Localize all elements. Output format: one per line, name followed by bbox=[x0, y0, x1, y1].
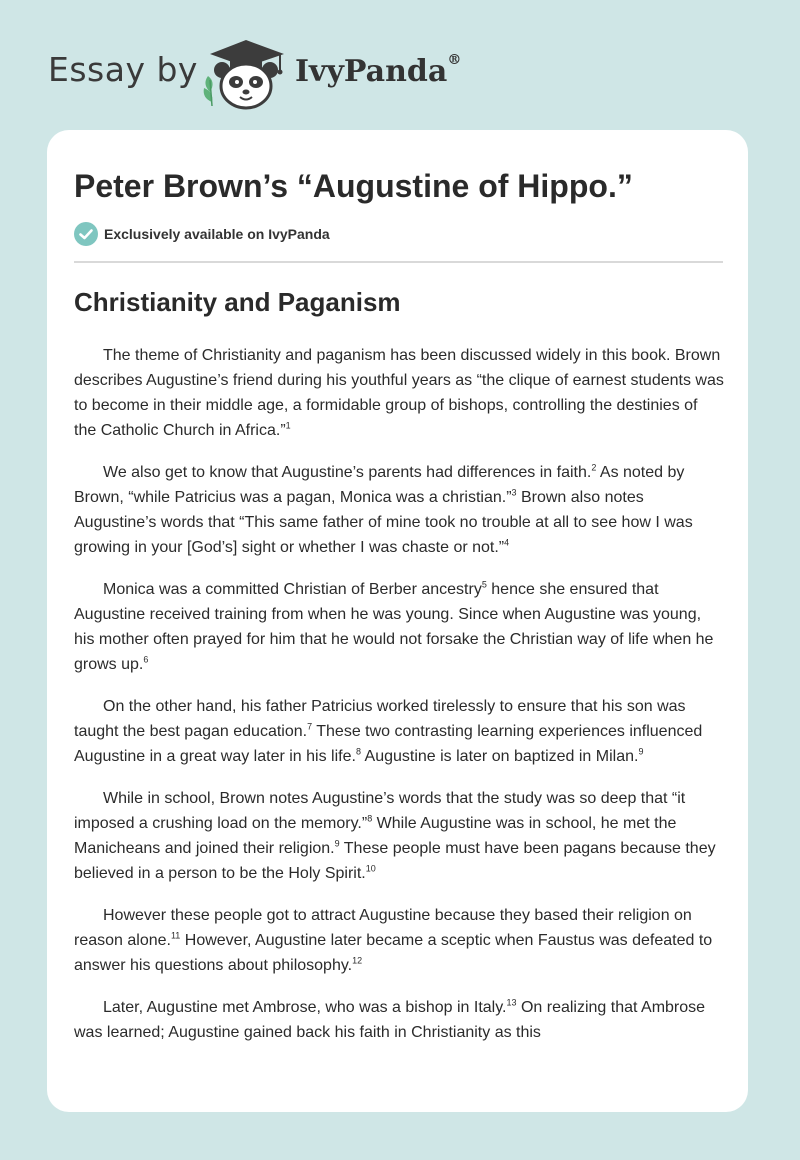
footnote-ref[interactable]: 5 bbox=[481, 579, 487, 590]
paragraph-text: On realizing that Ambrose was learned; Augustine gained back his faith in Christianity as this bbox=[74, 999, 706, 1041]
paragraph-text: Augustine is later on baptized in Milan. bbox=[360, 748, 639, 765]
paragraph bbox=[74, 903, 724, 978]
footnote-ref[interactable]: 11 bbox=[170, 930, 181, 941]
paragraph-text: While Augustine was in school, he met the Manicheans and joined their religion. bbox=[74, 815, 677, 857]
footnote-ref[interactable]: 6 bbox=[143, 654, 149, 665]
footnote-ref[interactable]: 9 bbox=[334, 838, 340, 849]
footnote-ref[interactable]: 2 bbox=[591, 462, 597, 473]
footnote-ref[interactable]: 9 bbox=[638, 746, 644, 757]
section-heading: Christianity and Paganism bbox=[74, 287, 401, 317]
paragraph-text: Brown also notes Augustine’s words that “This same father of mine took no trouble at all to see how I was growing in your [God’s] sight or whether I was chaste or not.” bbox=[74, 489, 693, 556]
brand-prefix: Essay by bbox=[48, 50, 198, 89]
footnote-ref[interactable]: 8 bbox=[367, 813, 373, 824]
brand-name[interactable]: IvyPanda® bbox=[295, 52, 462, 89]
paragraph-text: We also get to know that Augustine’s parents had differences in faith. bbox=[103, 464, 592, 481]
registered-mark: ® bbox=[447, 52, 462, 68]
paragraph bbox=[74, 577, 724, 677]
footnote-ref[interactable]: 4 bbox=[504, 537, 510, 548]
paragraph bbox=[74, 343, 724, 443]
paragraph-text: These two contrasting learning experiences influenced Augustine in a great way later in his life. bbox=[74, 723, 703, 765]
paragraph-text: Later, Augustine met Ambrose, who was a bishop in Italy. bbox=[103, 999, 507, 1016]
paragraph-text: As noted by Brown, “while Patricius was a pagan, Monica was a christian.” bbox=[74, 464, 685, 506]
divider bbox=[74, 261, 723, 263]
page-title: Peter Brown’s “Augustine of Hippo.” bbox=[74, 168, 633, 204]
paragraph-text: While in school, Brown notes Augustine’s words that the study was so deep that “it imposed a crushing load on the memory.” bbox=[74, 790, 686, 832]
paragraph bbox=[74, 995, 724, 1045]
site-header bbox=[0, 0, 800, 130]
footnote-ref[interactable]: 13 bbox=[506, 997, 517, 1008]
paragraph-text: These people must have been pagans because they believed in a person to be the Holy Spirit. bbox=[74, 840, 716, 882]
footnote-ref[interactable]: 12 bbox=[352, 955, 363, 966]
footnote-ref[interactable]: 1 bbox=[285, 420, 291, 431]
paragraph bbox=[74, 694, 724, 769]
footnote-ref[interactable]: 8 bbox=[355, 746, 361, 757]
badge-text: Exclusively available on IvyPanda bbox=[104, 226, 330, 242]
paragraph bbox=[74, 786, 724, 886]
footnote-ref[interactable]: 3 bbox=[511, 487, 517, 498]
paragraph-text: hence she ensured that Augustine received training from when he was young. Since when Augustine was young, his mother often prayed for him that he would not forsake the Christian way of life when he grows up. bbox=[74, 581, 714, 673]
paragraph-text: Monica was a committed Christian of Berber ancestry bbox=[103, 581, 482, 598]
essay-card bbox=[47, 130, 748, 1112]
footnote-ref[interactable]: 7 bbox=[307, 721, 313, 732]
paragraph-text: The theme of Christianity and paganism has been discussed widely in this book. Brown describes Augustine’s friend during his youthful years as “the clique of earnest students was to become in their middle age, a formidable group of bishops, controlling the destinies of the Catholic Church in Africa.” bbox=[74, 347, 724, 439]
paragraph-text: However these people got to attract Augustine because they based their religion on reason alone. bbox=[74, 907, 692, 949]
essay-body bbox=[74, 343, 724, 1062]
footnote-ref[interactable]: 10 bbox=[365, 863, 376, 874]
exclusive-badge bbox=[74, 222, 330, 246]
check-circle-icon bbox=[74, 222, 98, 246]
panda-logo-icon[interactable] bbox=[200, 36, 292, 112]
paragraph-text: However, Augustine later became a sceptic when Faustus was defeated to answer his questions about philosophy. bbox=[74, 932, 713, 974]
paragraph-text: On the other hand, his father Patricius worked tirelessly to ensure that his son was taught the best pagan education. bbox=[74, 698, 686, 740]
paragraph bbox=[74, 460, 724, 560]
